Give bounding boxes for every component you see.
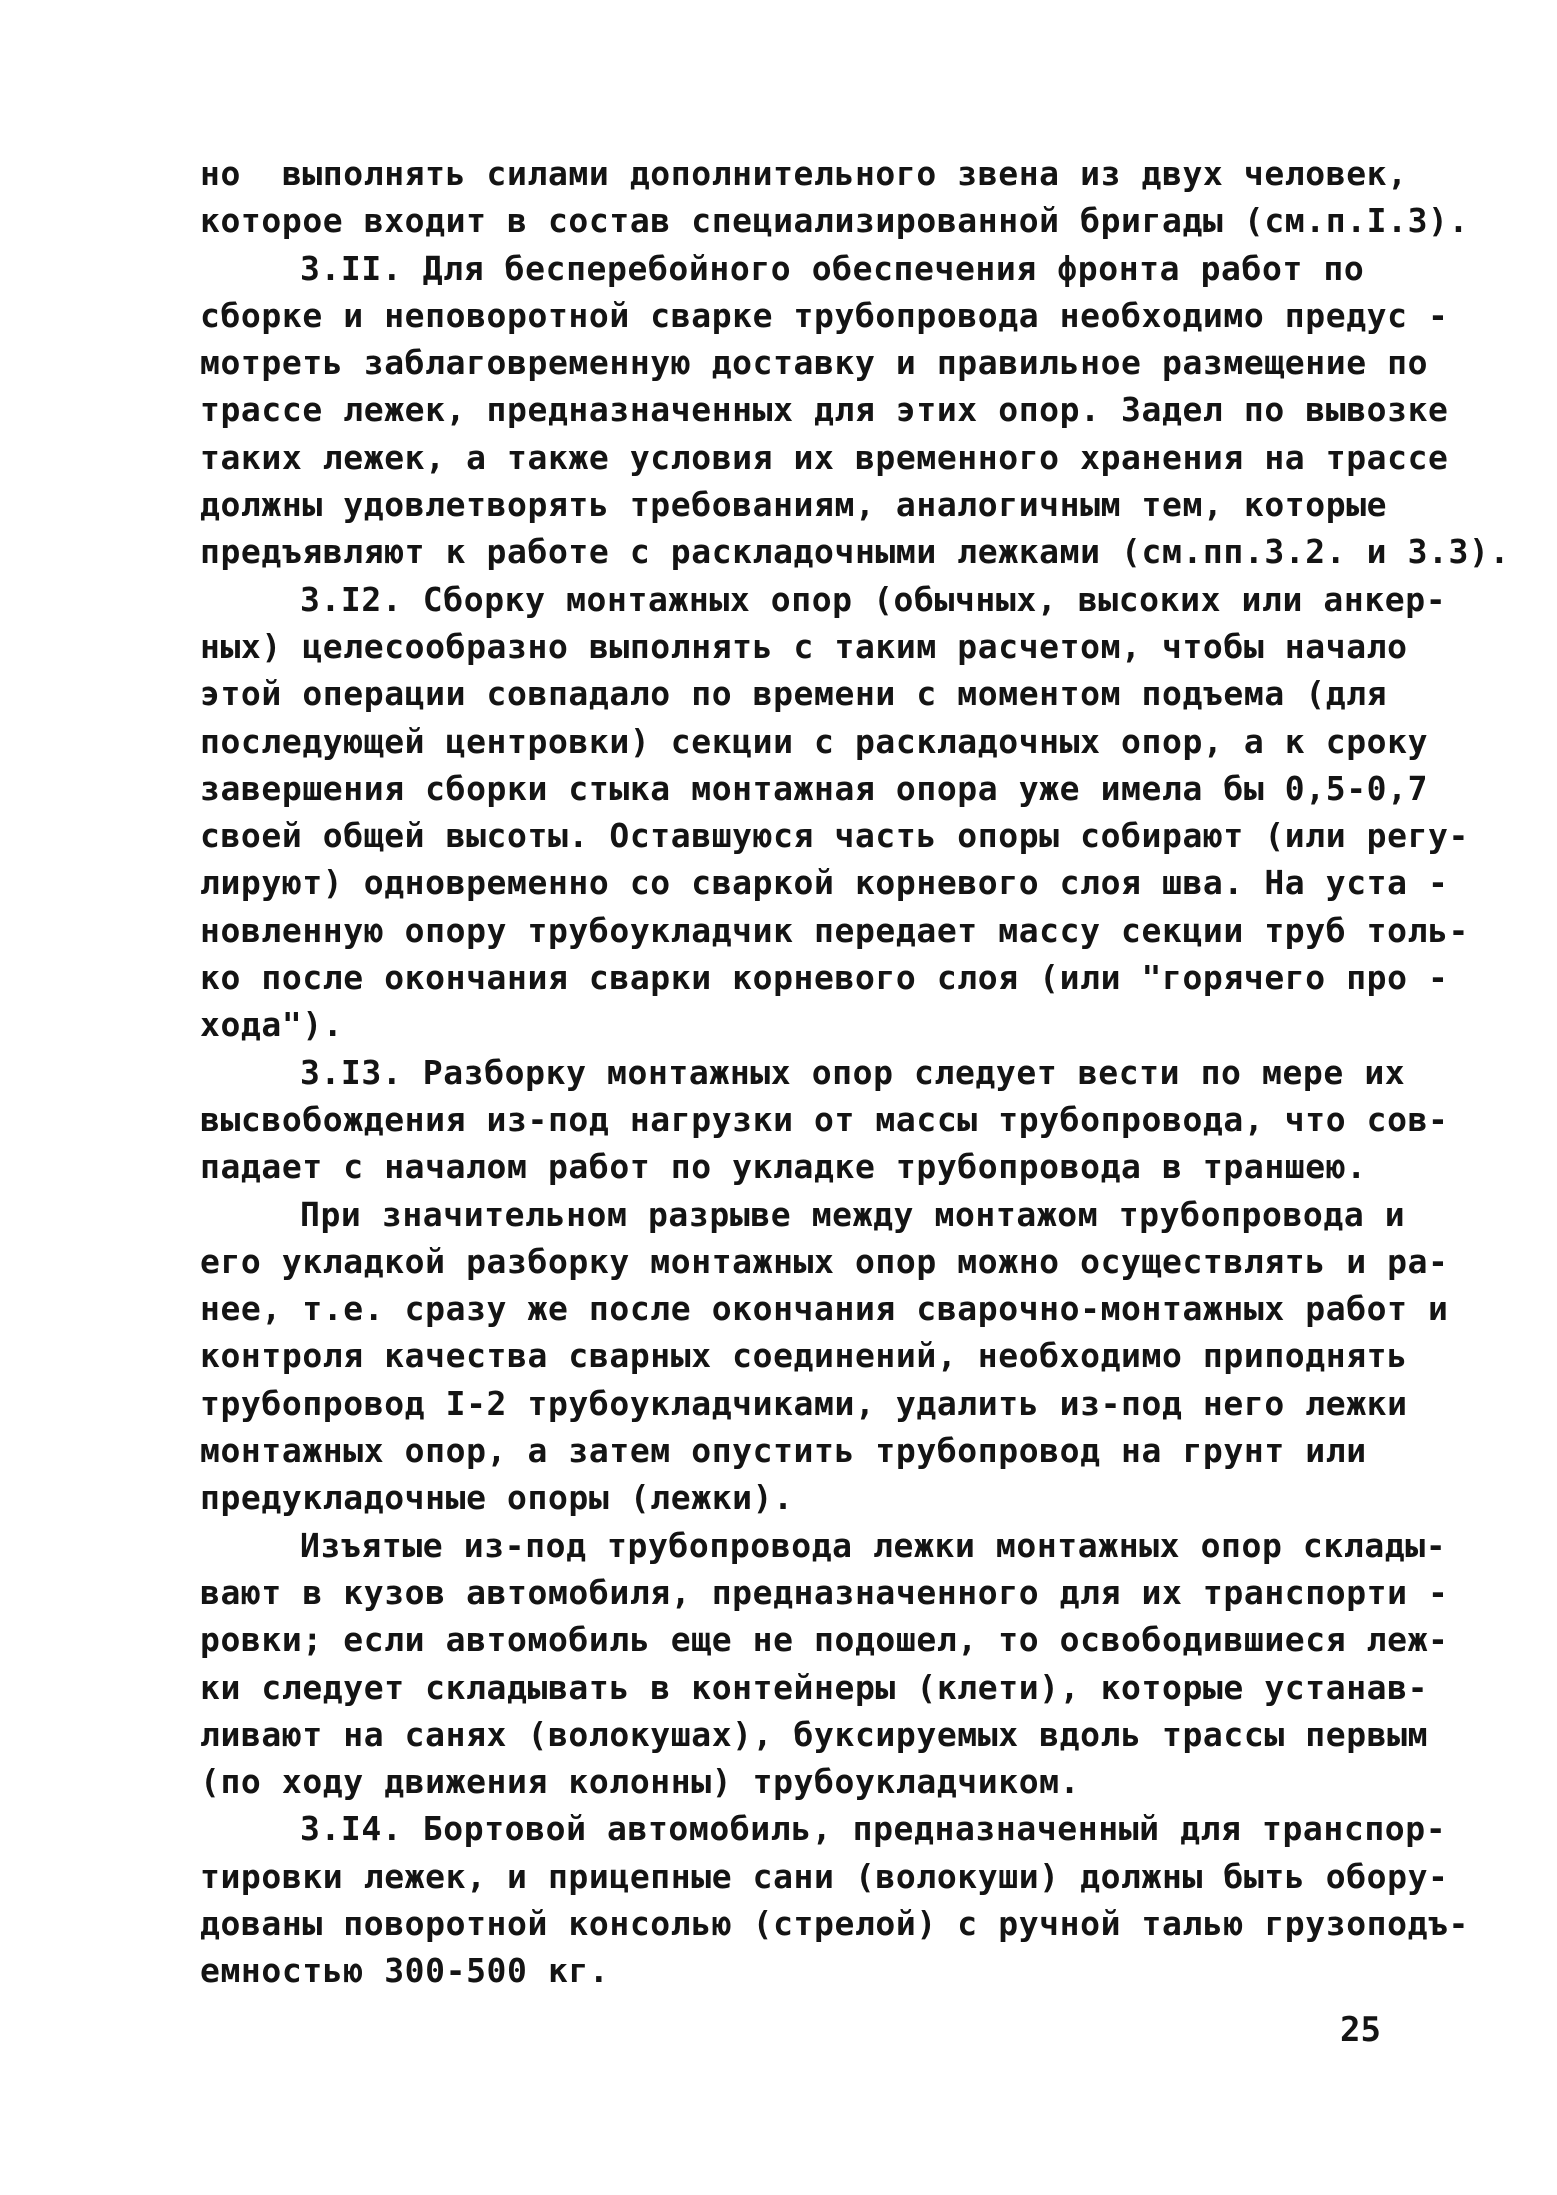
paragraph-start-3-13: 3.I3. Разборку монтажных опор следует вести по мере их [300,1052,1406,1092]
text-line: предъявляют к работе с раскладочными лежками (см.пп.3.2. и 3.3). [200,532,1510,572]
text-line: новленную опору трубоукладчик передает массу секции труб толь- [200,910,1469,950]
text-line: этой операции совпадало по времени с моментом подъема (для [200,674,1388,714]
text-line: последующей центровки) секции с раскладочных опор, а к сроку [200,721,1429,761]
text-line: вают в кузов автомобиля, предназначенного для их транспорти - [200,1572,1449,1612]
paragraph-start-3-12: 3.I2. Сборку монтажных опор (обычных, высоких или анкер- [300,579,1447,619]
paragraph-start: При значительном разрыве между монтажом трубопровода и [300,1194,1406,1234]
text-line: предукладочные опоры (лежки). [200,1478,794,1518]
text-line: мотреть заблаговременную доставку и правильное размещение по [200,343,1429,383]
paragraph-start: Изъятые из-под трубопровода лежки монтажных опор склады- [300,1525,1447,1565]
text-line: ко после окончания сварки корневого слоя (или "горячего про - [200,958,1449,998]
text-line: ровки; если автомобиль еще не подошел, то освободившиеся леж- [200,1620,1449,1660]
text-line: таких лежек, а также условия их временного хранения на трассе [200,437,1449,477]
text-line: трубопровод I-2 трубоукладчиками, удалить из-под него лежки [200,1383,1408,1423]
text-line: его укладкой разборку монтажных опор можно осуществлять и ра- [200,1241,1449,1281]
text-line: нее, т.е. сразу же после окончания сварочно-монтажных работ и [200,1289,1449,1329]
paragraph-start-3-11: 3.II. Для бесперебойного обеспечения фронта работ по [300,248,1365,288]
text-line: которое входит в состав специализированной бригады (см.п.I.3). [200,201,1469,241]
text-line: лируют) одновременно со сваркой корневого слоя шва. На уста - [200,863,1449,903]
text-line: тировки лежек, и прицепные сани (волокуши) должны быть обору- [200,1856,1449,1896]
text-line: контроля качества сварных соединений, необходимо приподнять [200,1336,1408,1376]
body-text [200,150,1510,1995]
text-line: но выполнять силами дополнительного звена из двух человек, [200,154,1408,193]
text-line: сборке и неповоротной сварке трубопровода необходимо предус - [200,295,1449,335]
text-line: должны удовлетворять требованиям, аналогичным тем, которые [200,485,1388,525]
text-line: (по ходу движения колонны) трубоукладчиком. [200,1762,1081,1802]
text-line: завершения сборки стыка монтажная опора уже имела бы 0,5-0,7 [200,768,1429,808]
text-line: ных) целесообразно выполнять с таким расчетом, чтобы начало [200,626,1408,666]
page-number: 25 [1340,2010,1381,2050]
text-line: трассе лежек, предназначенных для этих опор. Задел по вывозке [200,390,1449,430]
text-line: высвобождения из-под нагрузки от массы трубопровода, что сов- [200,1099,1449,1139]
text-line: ки следует складывать в контейнеры (клети), которые устанав- [200,1667,1429,1707]
paragraph-start-3-14: 3.I4. Бортовой автомобиль, предназначенный для транспор- [300,1809,1447,1849]
text-line: падает с началом работ по укладке трубопровода в траншею. [200,1147,1367,1187]
text-line: ливают на санях (волокушах), буксируемых вдоль трассы первым [200,1714,1429,1754]
text-line: дованы поворотной консолью (стрелой) с ручной талью грузоподъ- [200,1903,1469,1943]
text-line: монтажных опор, а затем опустить трубопровод на грунт или [200,1431,1367,1471]
text-line: своей общей высоты. Оставшуюся часть опоры собирают (или регу- [200,816,1469,856]
text-line: емностью 300-500 кг. [200,1951,610,1991]
text-line: хода"). [200,1005,344,1045]
